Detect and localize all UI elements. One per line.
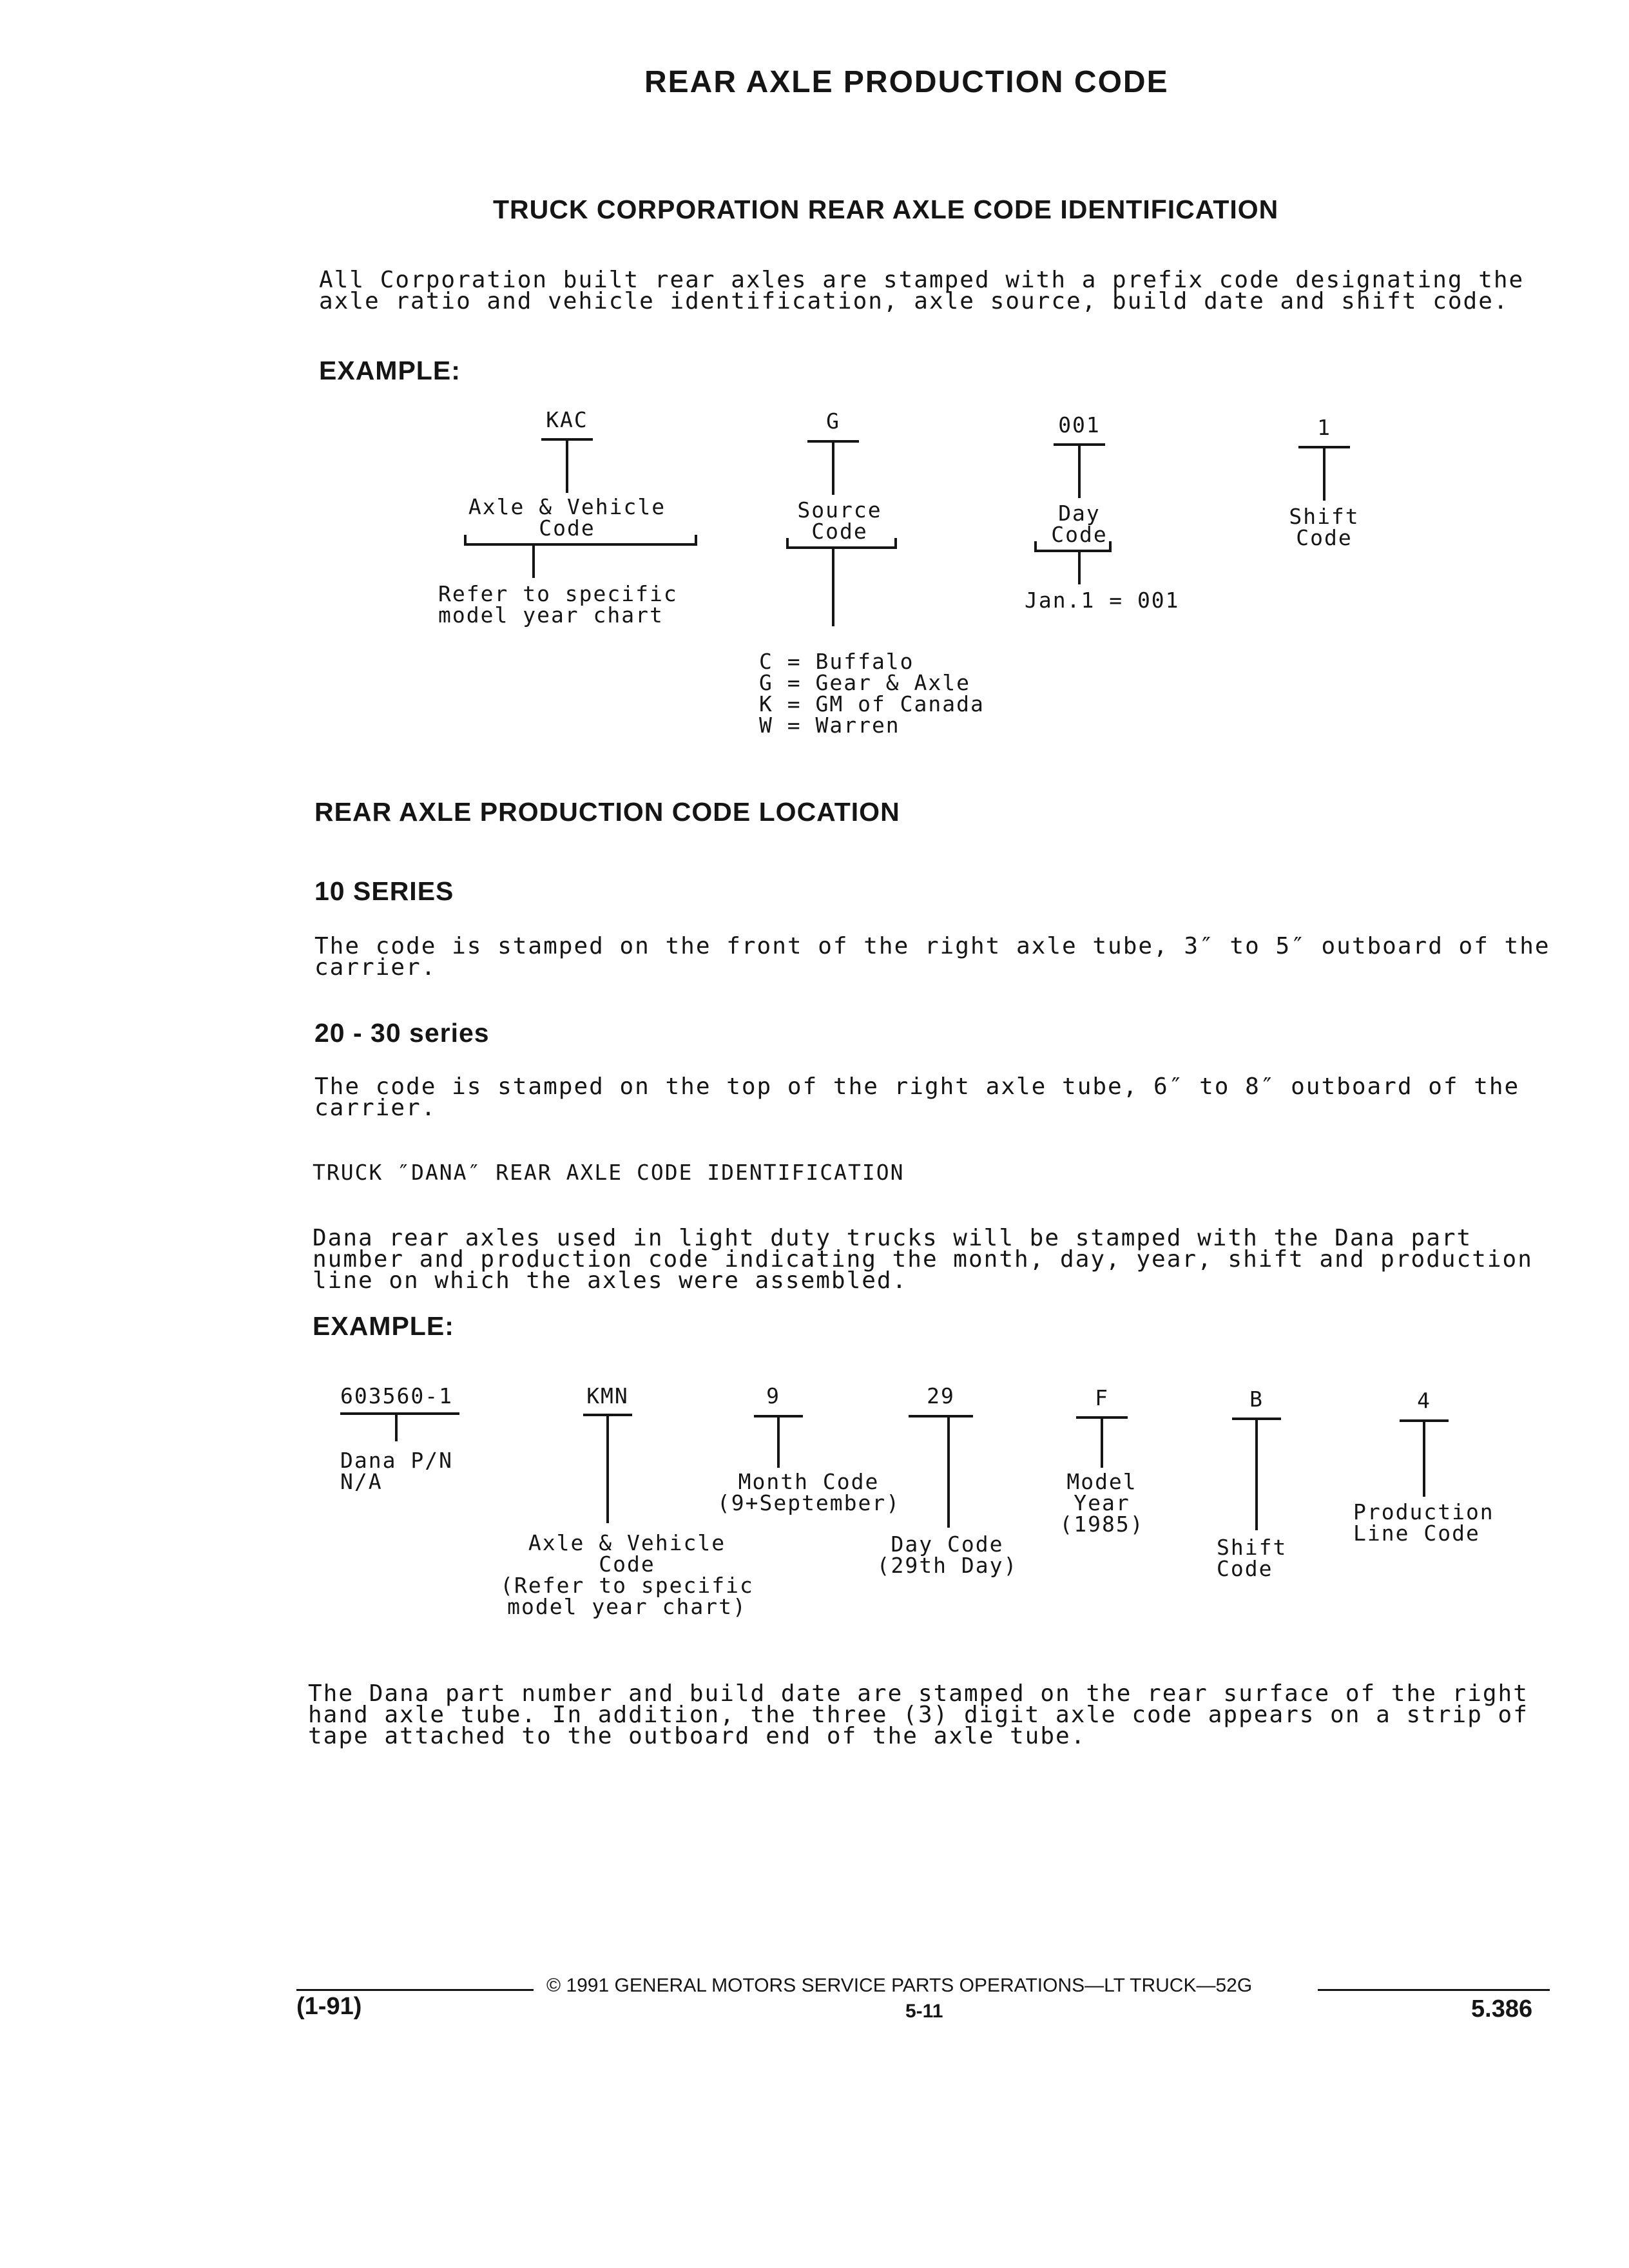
footer-rule-left xyxy=(296,1989,534,1991)
axle-code-note-1: Refer to specific xyxy=(438,581,678,606)
page-title: REAR AXLE PRODUCTION CODE xyxy=(644,65,1169,99)
source-code-value: G xyxy=(826,408,840,434)
list-item: W = Warren xyxy=(759,713,900,738)
dana-example-label: EXAMPLE: xyxy=(313,1311,454,1341)
footer-doc-number: 5.386 xyxy=(1471,1995,1533,2023)
month-code-label-1: Month Code xyxy=(738,1469,880,1494)
footer-date-code: (1-91) xyxy=(296,1993,362,2020)
location-section-heading: REAR AXLE PRODUCTION CODE LOCATION xyxy=(314,797,900,827)
series-10-line-1: The code is stamped on the front of the right axle tube, 3″ to 5″ outboard of the xyxy=(314,933,1550,959)
dana-closing-line-2: hand axle tube. In addition, the three (3) digit axle code appears on a strip of xyxy=(308,1702,1528,1728)
dana-day-code-label-2: (29th Day) xyxy=(876,1553,1018,1578)
source-code-label-2: Code xyxy=(811,519,868,544)
part-number-tee xyxy=(340,1412,459,1415)
dana-axle-label-1: Axle & Vehicle xyxy=(528,1530,726,1555)
dana-shift-code-label-1: Shift xyxy=(1217,1535,1287,1560)
dana-day-code-tee xyxy=(909,1415,973,1418)
part-number-value: 603560-1 xyxy=(340,1383,453,1408)
source-code-bracket xyxy=(786,546,897,549)
dana-axle-label-4: model year chart) xyxy=(507,1594,747,1619)
day-code-note: Jan.1 = 001 xyxy=(1025,588,1180,613)
dana-day-code-value: 29 xyxy=(927,1383,955,1408)
dana-axle-label-3: (Refer to specific xyxy=(500,1573,754,1598)
corp-section-heading: TRUCK CORPORATION REAR AXLE CODE IDENTIFICATION xyxy=(493,195,1279,224)
dana-section-heading: TRUCK ″DANA″ REAR AXLE CODE IDENTIFICATION xyxy=(313,1160,905,1185)
axle-code-bracket xyxy=(464,543,697,546)
dana-axle-code-value: KMN xyxy=(586,1383,629,1408)
shift-code-label-2: Code xyxy=(1296,525,1353,550)
series-20-30-line-2: carrier. xyxy=(314,1095,437,1121)
day-code-value: 001 xyxy=(1058,412,1101,437)
model-year-label-2: Year xyxy=(1074,1490,1130,1515)
production-line-value: 4 xyxy=(1417,1388,1431,1413)
list-item: G = Gear & Axle xyxy=(759,670,971,695)
footer-rule-right xyxy=(1318,1989,1550,1991)
dana-closing-line-3: tape attached to the outboard end of the axle tube. xyxy=(308,1723,1086,1749)
dana-intro-line-1: Dana rear axles used in light duty trucks will be stamped with the Dana part xyxy=(313,1225,1472,1251)
model-year-value: F xyxy=(1095,1385,1109,1410)
axle-code-note-2: model year chart xyxy=(438,602,664,628)
corp-intro-line-2: axle ratio and vehicle identification, axle source, build date and shift code. xyxy=(319,288,1509,314)
month-code-value: 9 xyxy=(766,1383,780,1408)
dana-shift-code-label-2: Code xyxy=(1217,1556,1273,1581)
dana-axle-label-2: Code xyxy=(599,1552,655,1577)
dana-intro-line-2: number and production code indicating the month, day, year, shift and production xyxy=(313,1246,1533,1273)
part-number-label-1: Dana P/N xyxy=(340,1448,453,1473)
month-code-label-2: (9+September) xyxy=(717,1490,901,1515)
model-year-label-3: (1985) xyxy=(1059,1512,1144,1537)
production-line-label-1: Production xyxy=(1353,1499,1494,1524)
axle-code-value: KAC xyxy=(546,407,588,432)
shift-code-value: 1 xyxy=(1317,415,1331,440)
shift-code-label-1: Shift xyxy=(1289,504,1360,529)
axle-code-label-1: Axle & Vehicle xyxy=(468,494,666,519)
source-code-label-1: Source xyxy=(797,497,882,523)
day-code-label-2: Code xyxy=(1051,522,1108,547)
list-item: K = GM of Canada xyxy=(759,691,985,716)
part-number-label-2: N/A xyxy=(340,1469,383,1494)
dana-day-code-label-1: Day Code xyxy=(891,1532,1004,1557)
dana-intro-line-3: line on which the axles were assembled. xyxy=(313,1267,908,1294)
corp-intro-line-1: All Corporation built rear axles are stamped with a prefix code designating the xyxy=(319,267,1525,293)
series-10-line-2: carrier. xyxy=(314,954,437,981)
series-20-30-heading: 20 - 30 series xyxy=(314,1018,490,1048)
day-code-label-1: Day xyxy=(1058,501,1101,526)
series-10-heading: 10 SERIES xyxy=(314,876,454,906)
axle-code-label-2: Code xyxy=(539,515,595,541)
corp-example-label: EXAMPLE: xyxy=(319,356,461,385)
footer-page-number: 5-11 xyxy=(905,2001,943,2022)
series-20-30-line-1: The code is stamped on the top of the right axle tube, 6″ to 8″ outboard of the xyxy=(314,1073,1520,1100)
production-line-label-2: Line Code xyxy=(1353,1521,1480,1546)
day-code-bracket xyxy=(1034,550,1112,552)
list-item: C = Buffalo xyxy=(759,649,914,674)
footer-copyright: © 1991 GENERAL MOTORS SERVICE PARTS OPERATIONS—LT TRUCK—52G xyxy=(546,1975,1253,1996)
dana-shift-code-value: B xyxy=(1249,1387,1264,1412)
dana-closing-line-1: The Dana part number and build date are stamped on the rear surface of the right xyxy=(308,1680,1528,1707)
model-year-label-1: Model xyxy=(1066,1469,1137,1494)
